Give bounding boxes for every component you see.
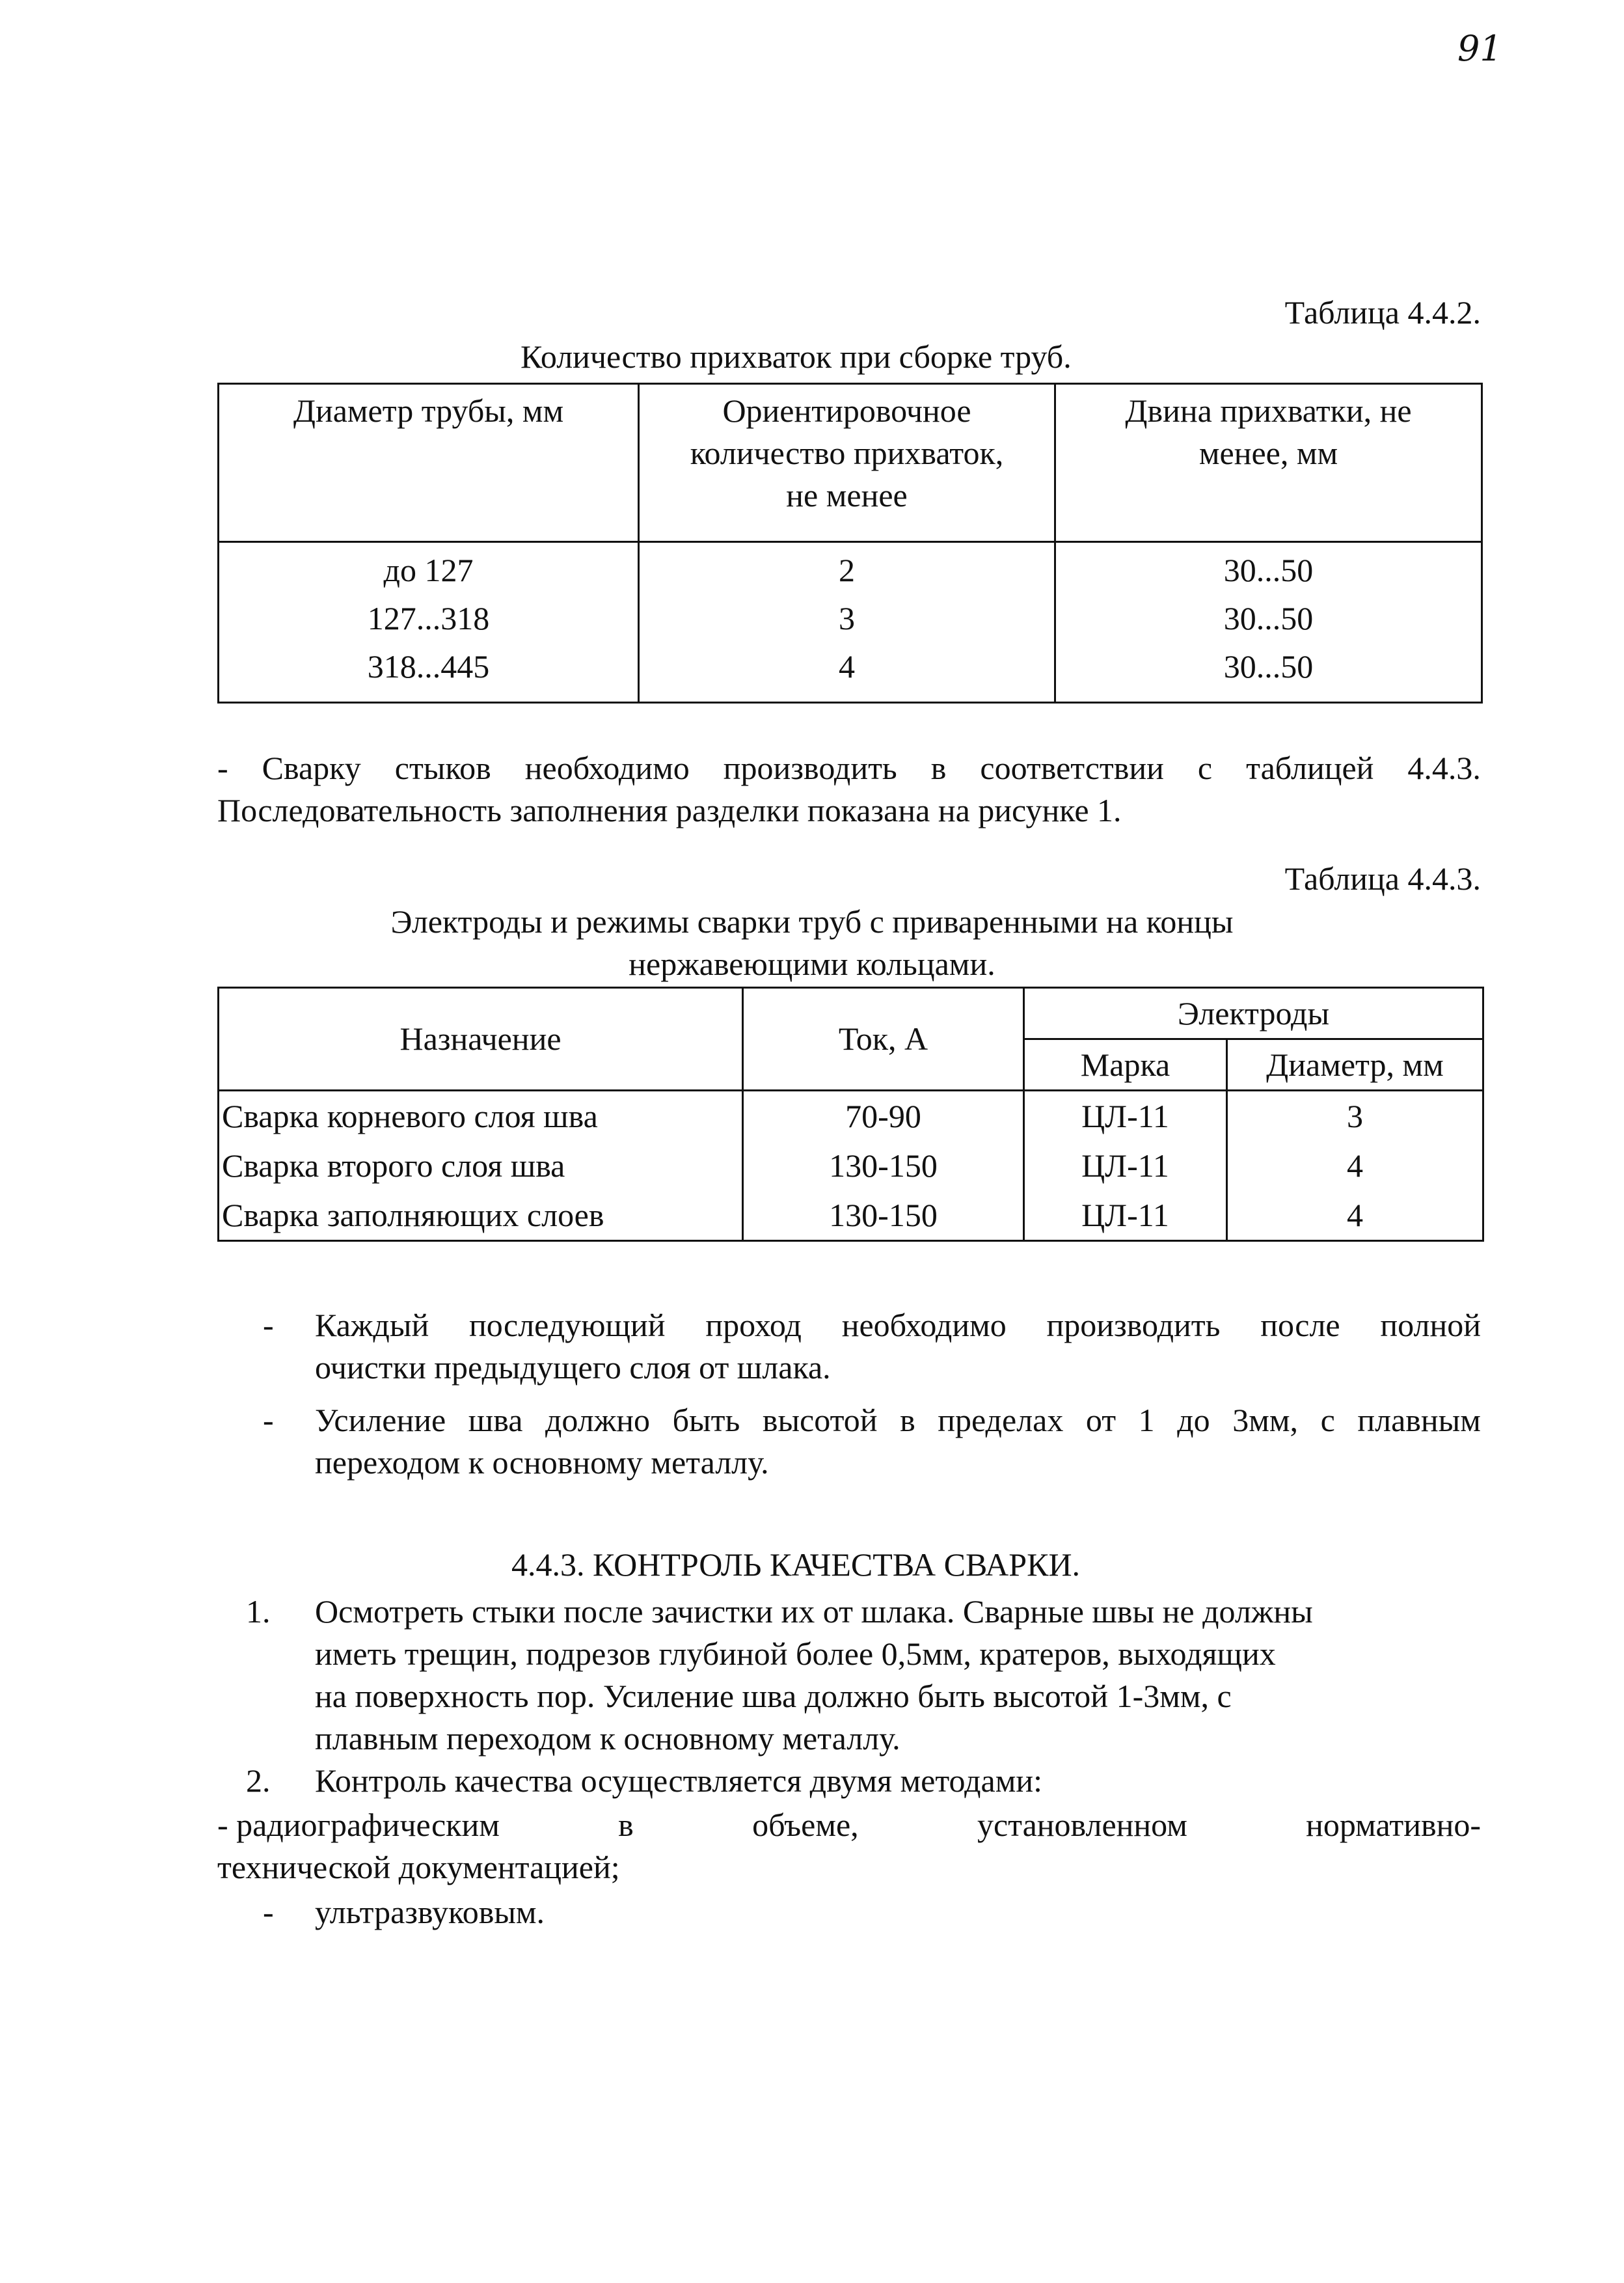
purpose-cell: Сварка второго слоя шва [219, 1141, 743, 1190]
current-cell: 70-90 [743, 1091, 1024, 1142]
table2-number: Таблица 4.4.3. [1284, 860, 1481, 897]
table2-title: Электроды и режимы сварки труб с приваренными на концы нержавеющими кольцами. [390, 903, 1234, 982]
brand-cell: ЦЛ-11 [1024, 1190, 1227, 1241]
count-cell: 2 3 4 [639, 542, 1055, 703]
table1-title: Количество прихваток при сборке труб. [521, 338, 1072, 375]
brand-cell: ЦЛ-11 [1024, 1141, 1227, 1190]
page-number: 91 [1457, 28, 1502, 69]
diameter-cell: 4 [1227, 1190, 1483, 1241]
purpose-cell: Сварка заполняющих слоев [219, 1190, 743, 1241]
tack-weld-table [217, 383, 1483, 704]
current-cell: 130-150 [743, 1141, 1024, 1190]
col-header-brand: Марка [1024, 1039, 1227, 1091]
section-title: 4.4.3. КОНТРОЛЬ КАЧЕСТВА СВАРКИ. [511, 1546, 1081, 1583]
paragraph-welding-joints: - Сварку стыков необходимо производить в соответствии с таблицей 4.4.3. Последовательность заполнения разделки показана на рисунке 1. [217, 750, 1481, 828]
length-cell: 30...50 30...50 30...50 [1055, 542, 1482, 703]
col-header-length: Двина прихватки, не менее, мм [1055, 384, 1482, 542]
diameter-cell: до 127 127...318 318...445 [219, 542, 639, 703]
col-header-diameter: Диаметр трубы, мм [219, 384, 639, 542]
col-header-electrodes: Электроды [1024, 988, 1483, 1039]
purpose-cell: Сварка корневого слоя шва [219, 1091, 743, 1142]
col-header-current: Ток, А [743, 988, 1024, 1091]
diameter-cell: 4 [1227, 1141, 1483, 1190]
table1-number: Таблица 4.4.2. [1284, 294, 1481, 331]
col-header-electrode-diameter: Диаметр, мм [1227, 1039, 1483, 1091]
current-cell: 130-150 [743, 1190, 1024, 1241]
table-row [219, 1091, 1483, 1142]
col-header-purpose: Назначение [219, 988, 743, 1091]
brand-cell: ЦЛ-11 [1024, 1091, 1227, 1142]
table-row [219, 1141, 1483, 1190]
diameter-cell: 3 [1227, 1091, 1483, 1142]
electrodes-table [217, 987, 1484, 1242]
method-radiographic: - радиографическим в объеме, установленном нормативно- технической документацией; [217, 1807, 1481, 1885]
table-row [219, 1190, 1483, 1241]
col-header-count: Ориентировочное количество прихваток, не менее [639, 384, 1055, 542]
